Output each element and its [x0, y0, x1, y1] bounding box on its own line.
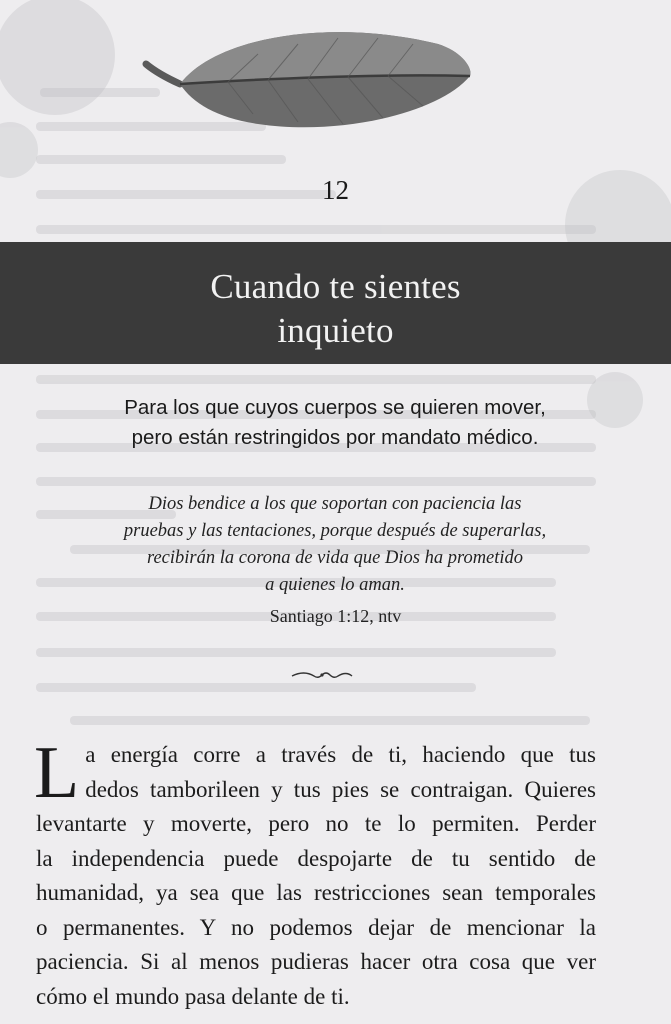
epigraph-line: Dios bendice a los que soportan con paciencia las: [148, 494, 522, 514]
chapter-title-band: [0, 242, 671, 364]
chapter-title-line-2: inquieto: [277, 311, 394, 350]
scripture-citation: Santiago 1:12, ntv: [269, 606, 402, 626]
subtitle-line: Para los que cuyos cuerpos se quieren mover,: [124, 396, 546, 419]
leaf-illustration: [138, 14, 478, 139]
subtitle-line: pero están restringidos por mandato médico.: [131, 426, 539, 449]
epigraph-line: a quienes lo aman.: [265, 575, 405, 595]
body-line: a energía corre a través de ti, haciendo que tus: [85, 742, 596, 767]
body-line: levantarte y moverte, pero no te lo permiten. Perder: [36, 811, 596, 836]
body-line: paciencia. Si al menos pudieras hacer otra cosa que ver: [36, 949, 596, 974]
chapter-subtitle: [40, 393, 630, 453]
body-line: dedos tamborileen y tus pies se contraigan. Quieres: [85, 776, 596, 802]
epigraph-line: recibirán la corona de vida que Dios ha prometido: [146, 548, 524, 568]
body-line: humanidad, ya sea que las restricciones sean temporales: [36, 880, 596, 905]
drop-cap: L: [34, 732, 80, 814]
body-line: o permanentes. Y no podemos dejar de mencionar la: [36, 914, 596, 940]
body-line: la independencia puede despojarte de tu sentido de: [36, 845, 596, 871]
flourish-ornament: [290, 668, 354, 682]
chapter-title-line-1: Cuando te sientes: [210, 267, 461, 306]
epigraph-line: pruebas y las tentaciones, porque después de superarlas,: [123, 521, 547, 541]
chapter-number: 12: [322, 175, 349, 205]
body-line: cómo el mundo pasa delante de ti.: [36, 983, 350, 1009]
body-paragraph: [34, 732, 596, 1014]
epigraph-quote: [70, 491, 600, 599]
